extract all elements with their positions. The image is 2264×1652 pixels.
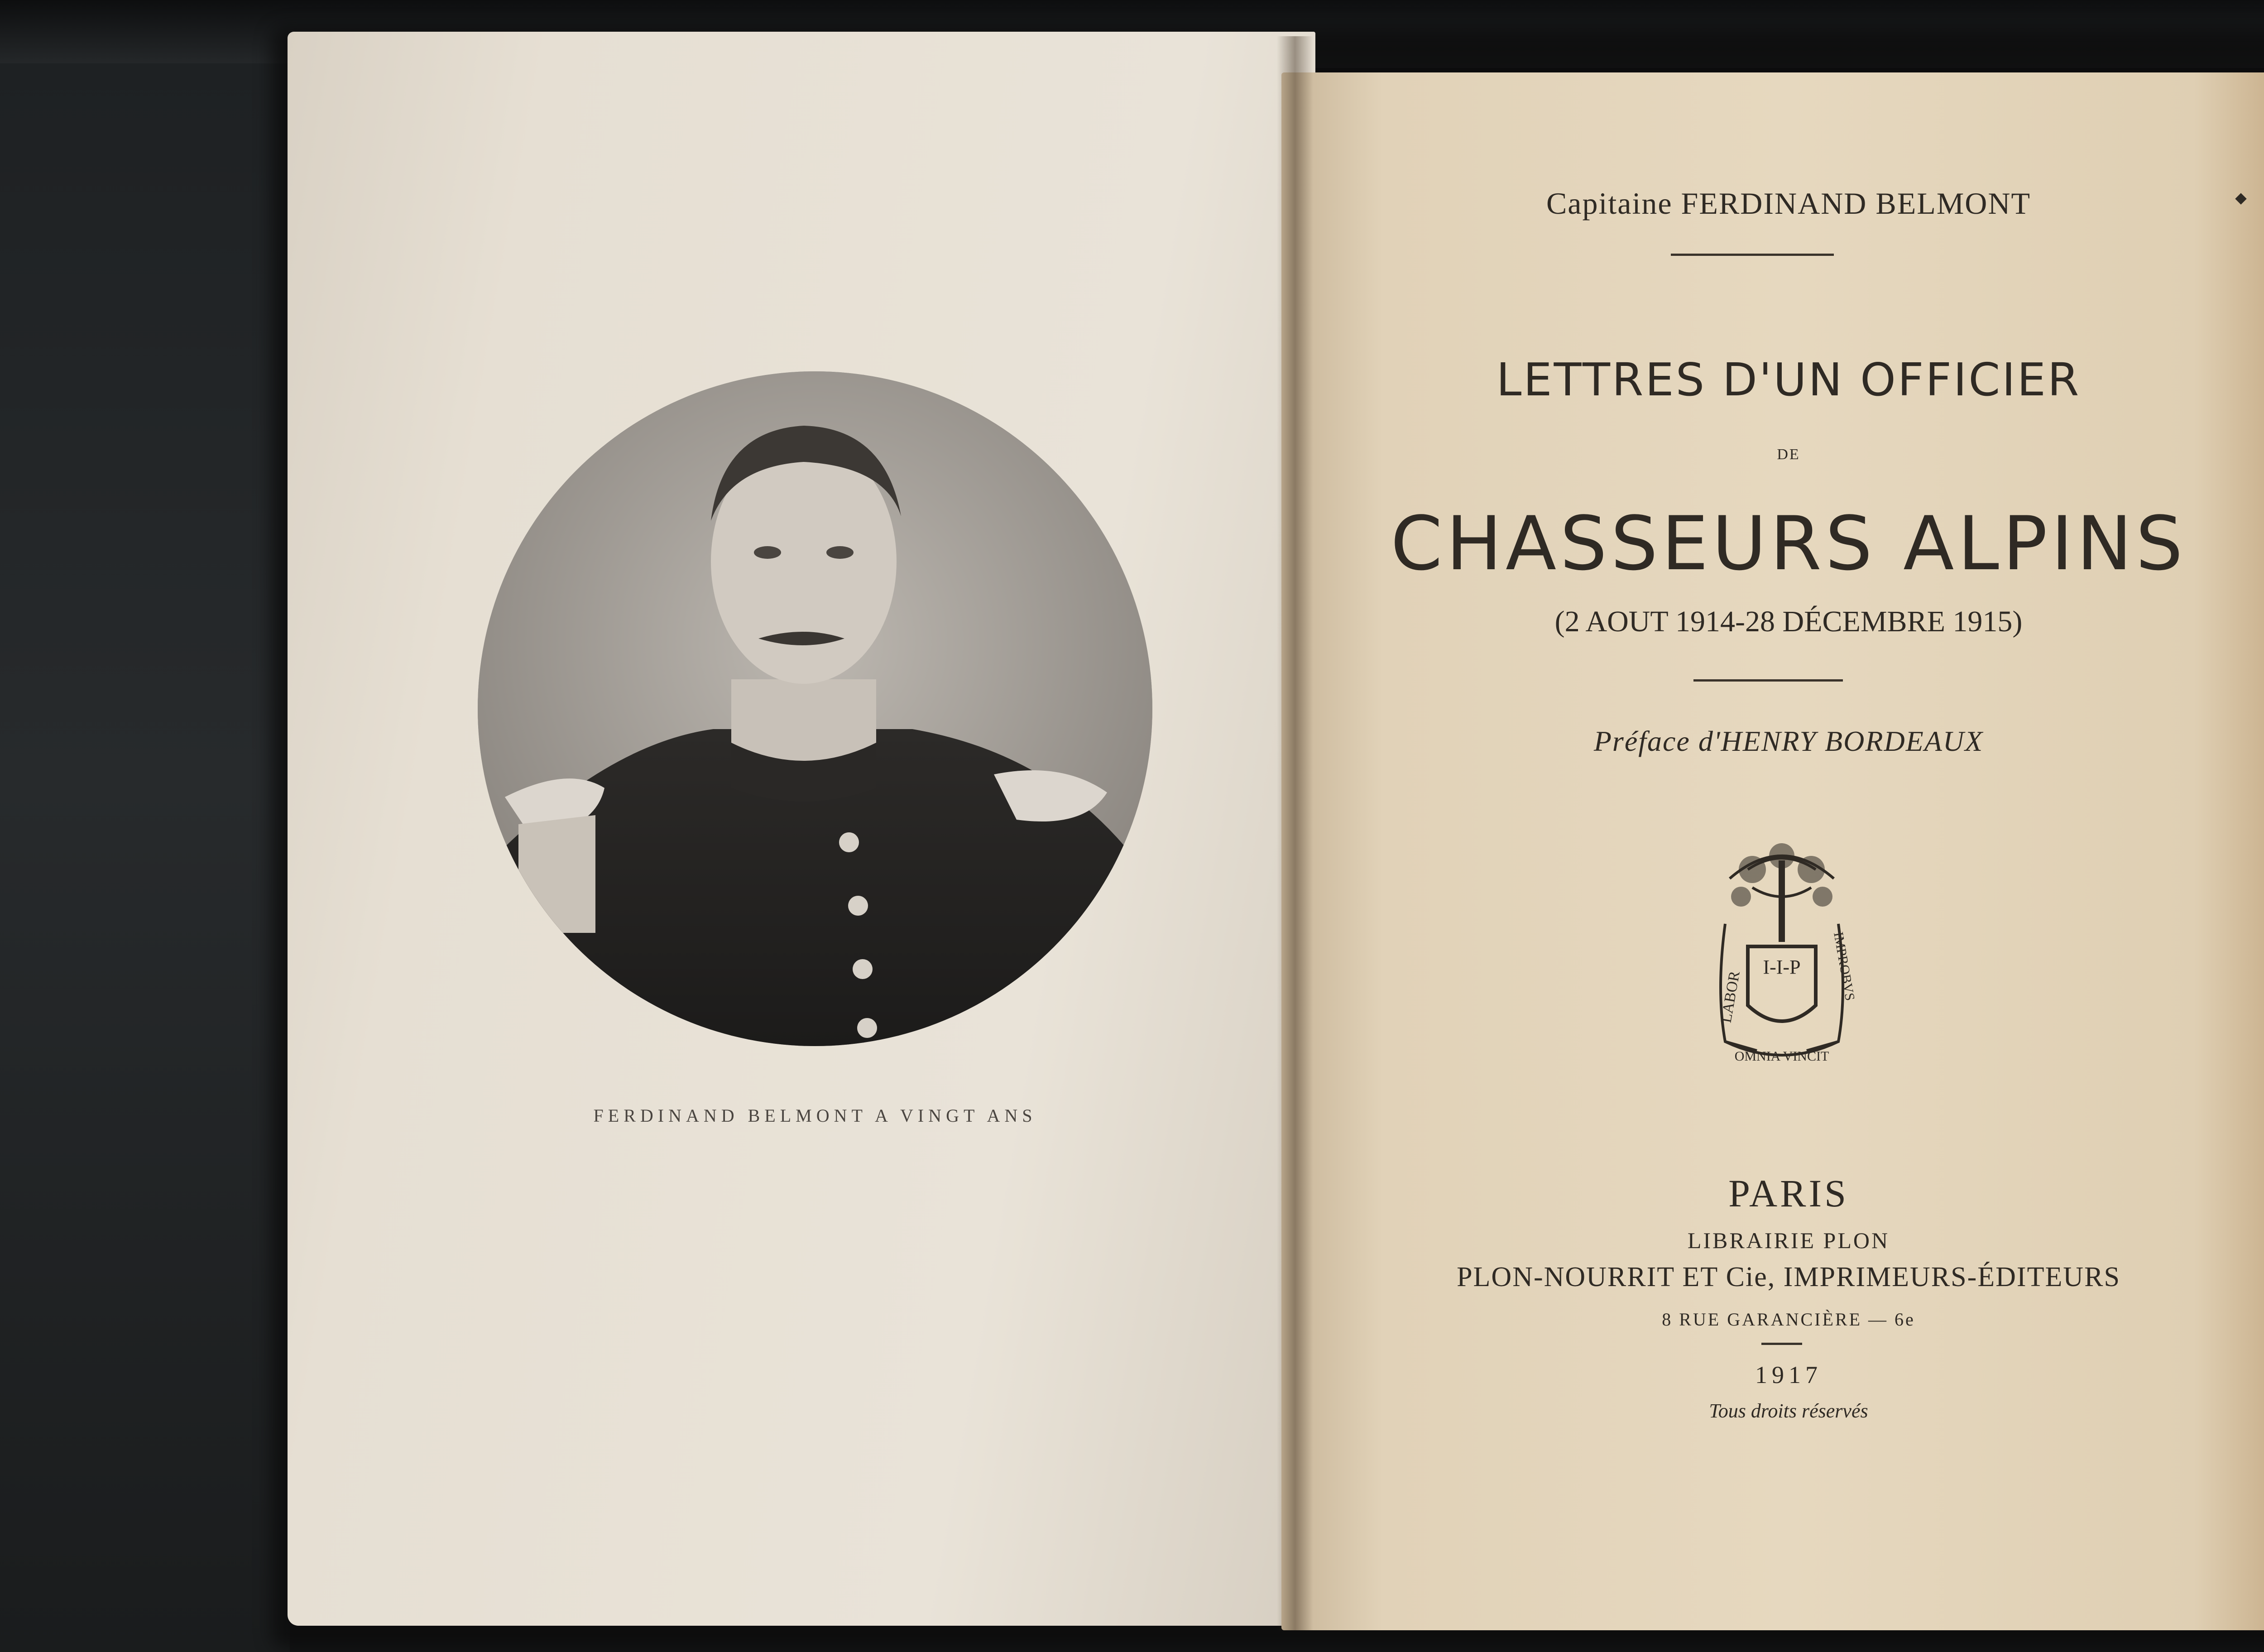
motto-right: IMPROBVS xyxy=(1831,931,1858,1002)
printer-mark-icon xyxy=(1698,842,1866,1069)
bookshop-line: LIBRAIRIE PLON xyxy=(1687,1228,1890,1253)
motto-left: LABOR xyxy=(1717,970,1743,1024)
book-gutter xyxy=(1277,36,1313,1630)
author-line: Capitaine FERDINAND BELMONT xyxy=(1546,186,2031,221)
rights-line: Tous droits réservés xyxy=(1709,1400,1868,1422)
preface-line: Préface d'HENRY BORDEAUX xyxy=(1593,725,1984,757)
divider-middle xyxy=(1693,679,1843,682)
divider-bottom xyxy=(1761,1343,1802,1345)
portrait-caption: FERDINAND BELMONT A VINGT ANS xyxy=(593,1105,1037,1126)
publisher-line: PLON-NOURRIT ET Cie, IMPRIMEURS-ÉDITEURS xyxy=(1457,1262,2120,1292)
motto-bottom: OMNIA VINCIT xyxy=(1734,1049,1829,1064)
shield-letters: I-I-P xyxy=(1763,956,1801,978)
divider-top xyxy=(1671,254,1834,256)
title-line-1: LETTRES D'UN OFFICIER xyxy=(1496,353,2081,406)
officer-portrait-icon xyxy=(478,371,1152,1046)
address-line: 8 RUE GARANCIÈRE — 6e xyxy=(1662,1309,1915,1330)
date-range: (2 AOUT 1914-28 DÉCEMBRE 1915) xyxy=(1554,605,2023,638)
title-connector: DE xyxy=(1777,446,1800,463)
title-line-2: CHASSEURS ALPINS xyxy=(1391,500,2187,587)
city-line: PARIS xyxy=(1728,1172,1849,1215)
portrait-photo xyxy=(478,371,1152,1046)
left-metal-tray xyxy=(0,63,290,1652)
year-line: 1917 xyxy=(1755,1361,1822,1388)
